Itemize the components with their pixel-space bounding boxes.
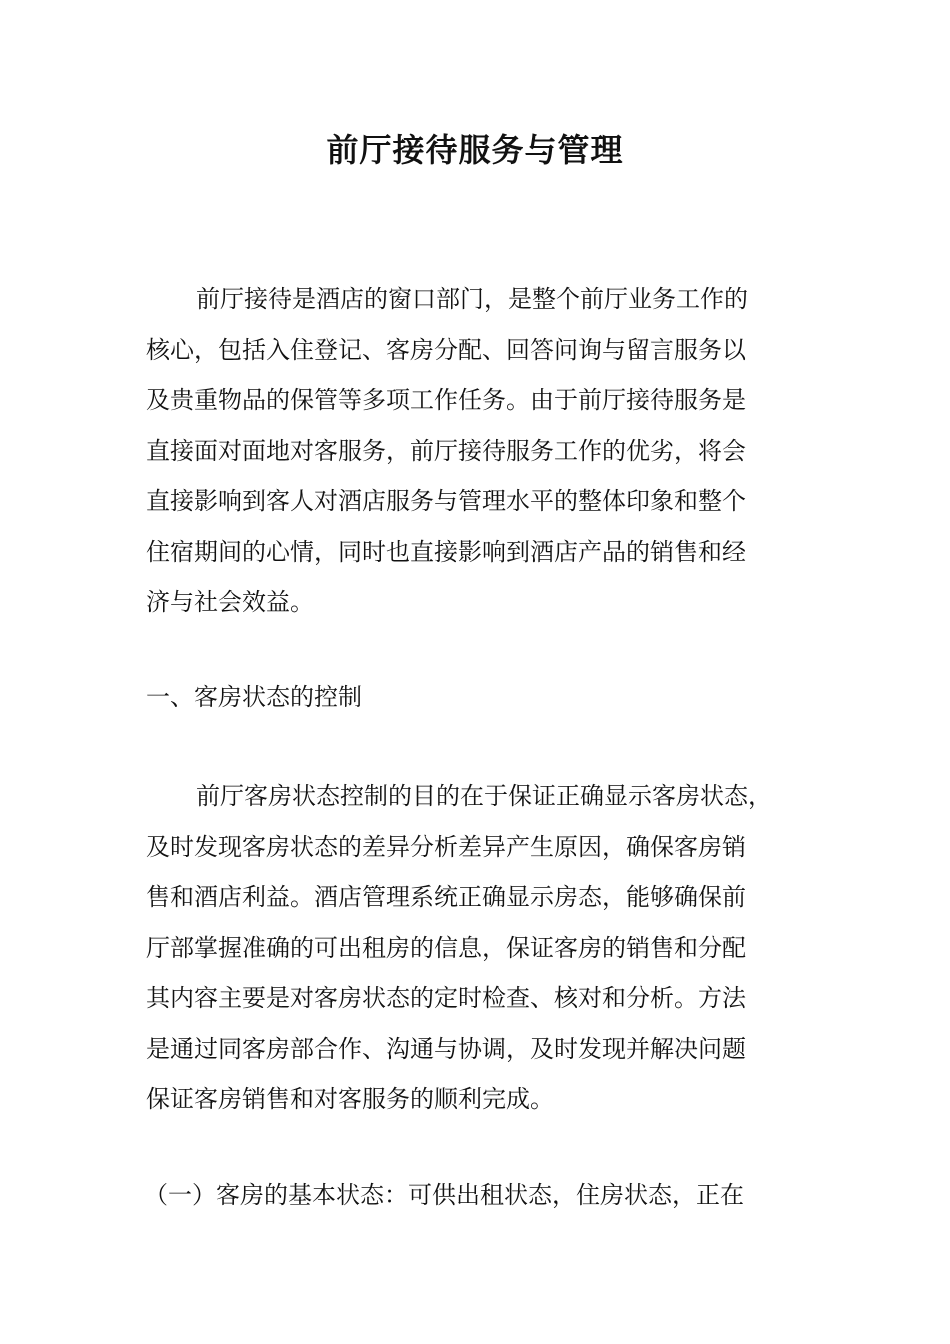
section-heading-text: 一、客房状态的控制 xyxy=(146,683,362,711)
paragraph-line: 济与社会效益。 xyxy=(146,588,314,616)
paragraph-line: 其内容主要是对客房状态的定时检查、核对和分析。方法 xyxy=(146,984,746,1012)
paragraph-line: 及贵重物品的保管等多项工作任务。由于前厅接待服务是 xyxy=(146,386,746,414)
paragraph-line: 核心，包括入住登记、客房分配、回答问询与留言服务以 xyxy=(146,335,746,364)
paragraph-line: 前厅客房状态控制的目的在于保证正确显示客房状态， xyxy=(196,782,772,810)
paragraph-intro xyxy=(146,274,826,628)
paragraph-line: 住宿期间的心情，同时也直接影响到酒店产品的销售和经 xyxy=(146,537,746,566)
paragraph-line: 售和酒店利益。酒店管理系统正确显示房态，能够确保前 xyxy=(146,883,746,911)
paragraph-room-status xyxy=(146,771,826,1125)
paragraph-line: （一）客房的基本状态：可供出租状态，住房状态，正在 xyxy=(144,1181,744,1209)
paragraph-line: 直接影响到客人对酒店服务与管理水平的整体印象和整个 xyxy=(146,487,746,515)
paragraph-line: 厅部掌握准确的可出租房的信息，保证客房的销售和分配 xyxy=(146,933,746,962)
paragraph-line: 保证客房销售和对客服务的顺利完成。 xyxy=(146,1085,554,1113)
paragraph-line: 是通过同客房部合作、沟通与协调，及时发现并解决问题 xyxy=(146,1034,746,1063)
paragraph-subsection xyxy=(146,1170,826,1221)
document-title: 前厅接待服务与管理 xyxy=(326,131,624,169)
paragraph-line: 直接面对面地对客服务，前厅接待服务工作的优劣，将会 xyxy=(146,436,746,465)
paragraph-line: 及时发现客房状态的差异分析差异产生原因，确保客房销 xyxy=(146,832,746,861)
section-heading xyxy=(146,672,826,723)
paragraph-line: 前厅接待是酒店的窗口部门，是整个前厅业务工作的 xyxy=(196,285,748,313)
